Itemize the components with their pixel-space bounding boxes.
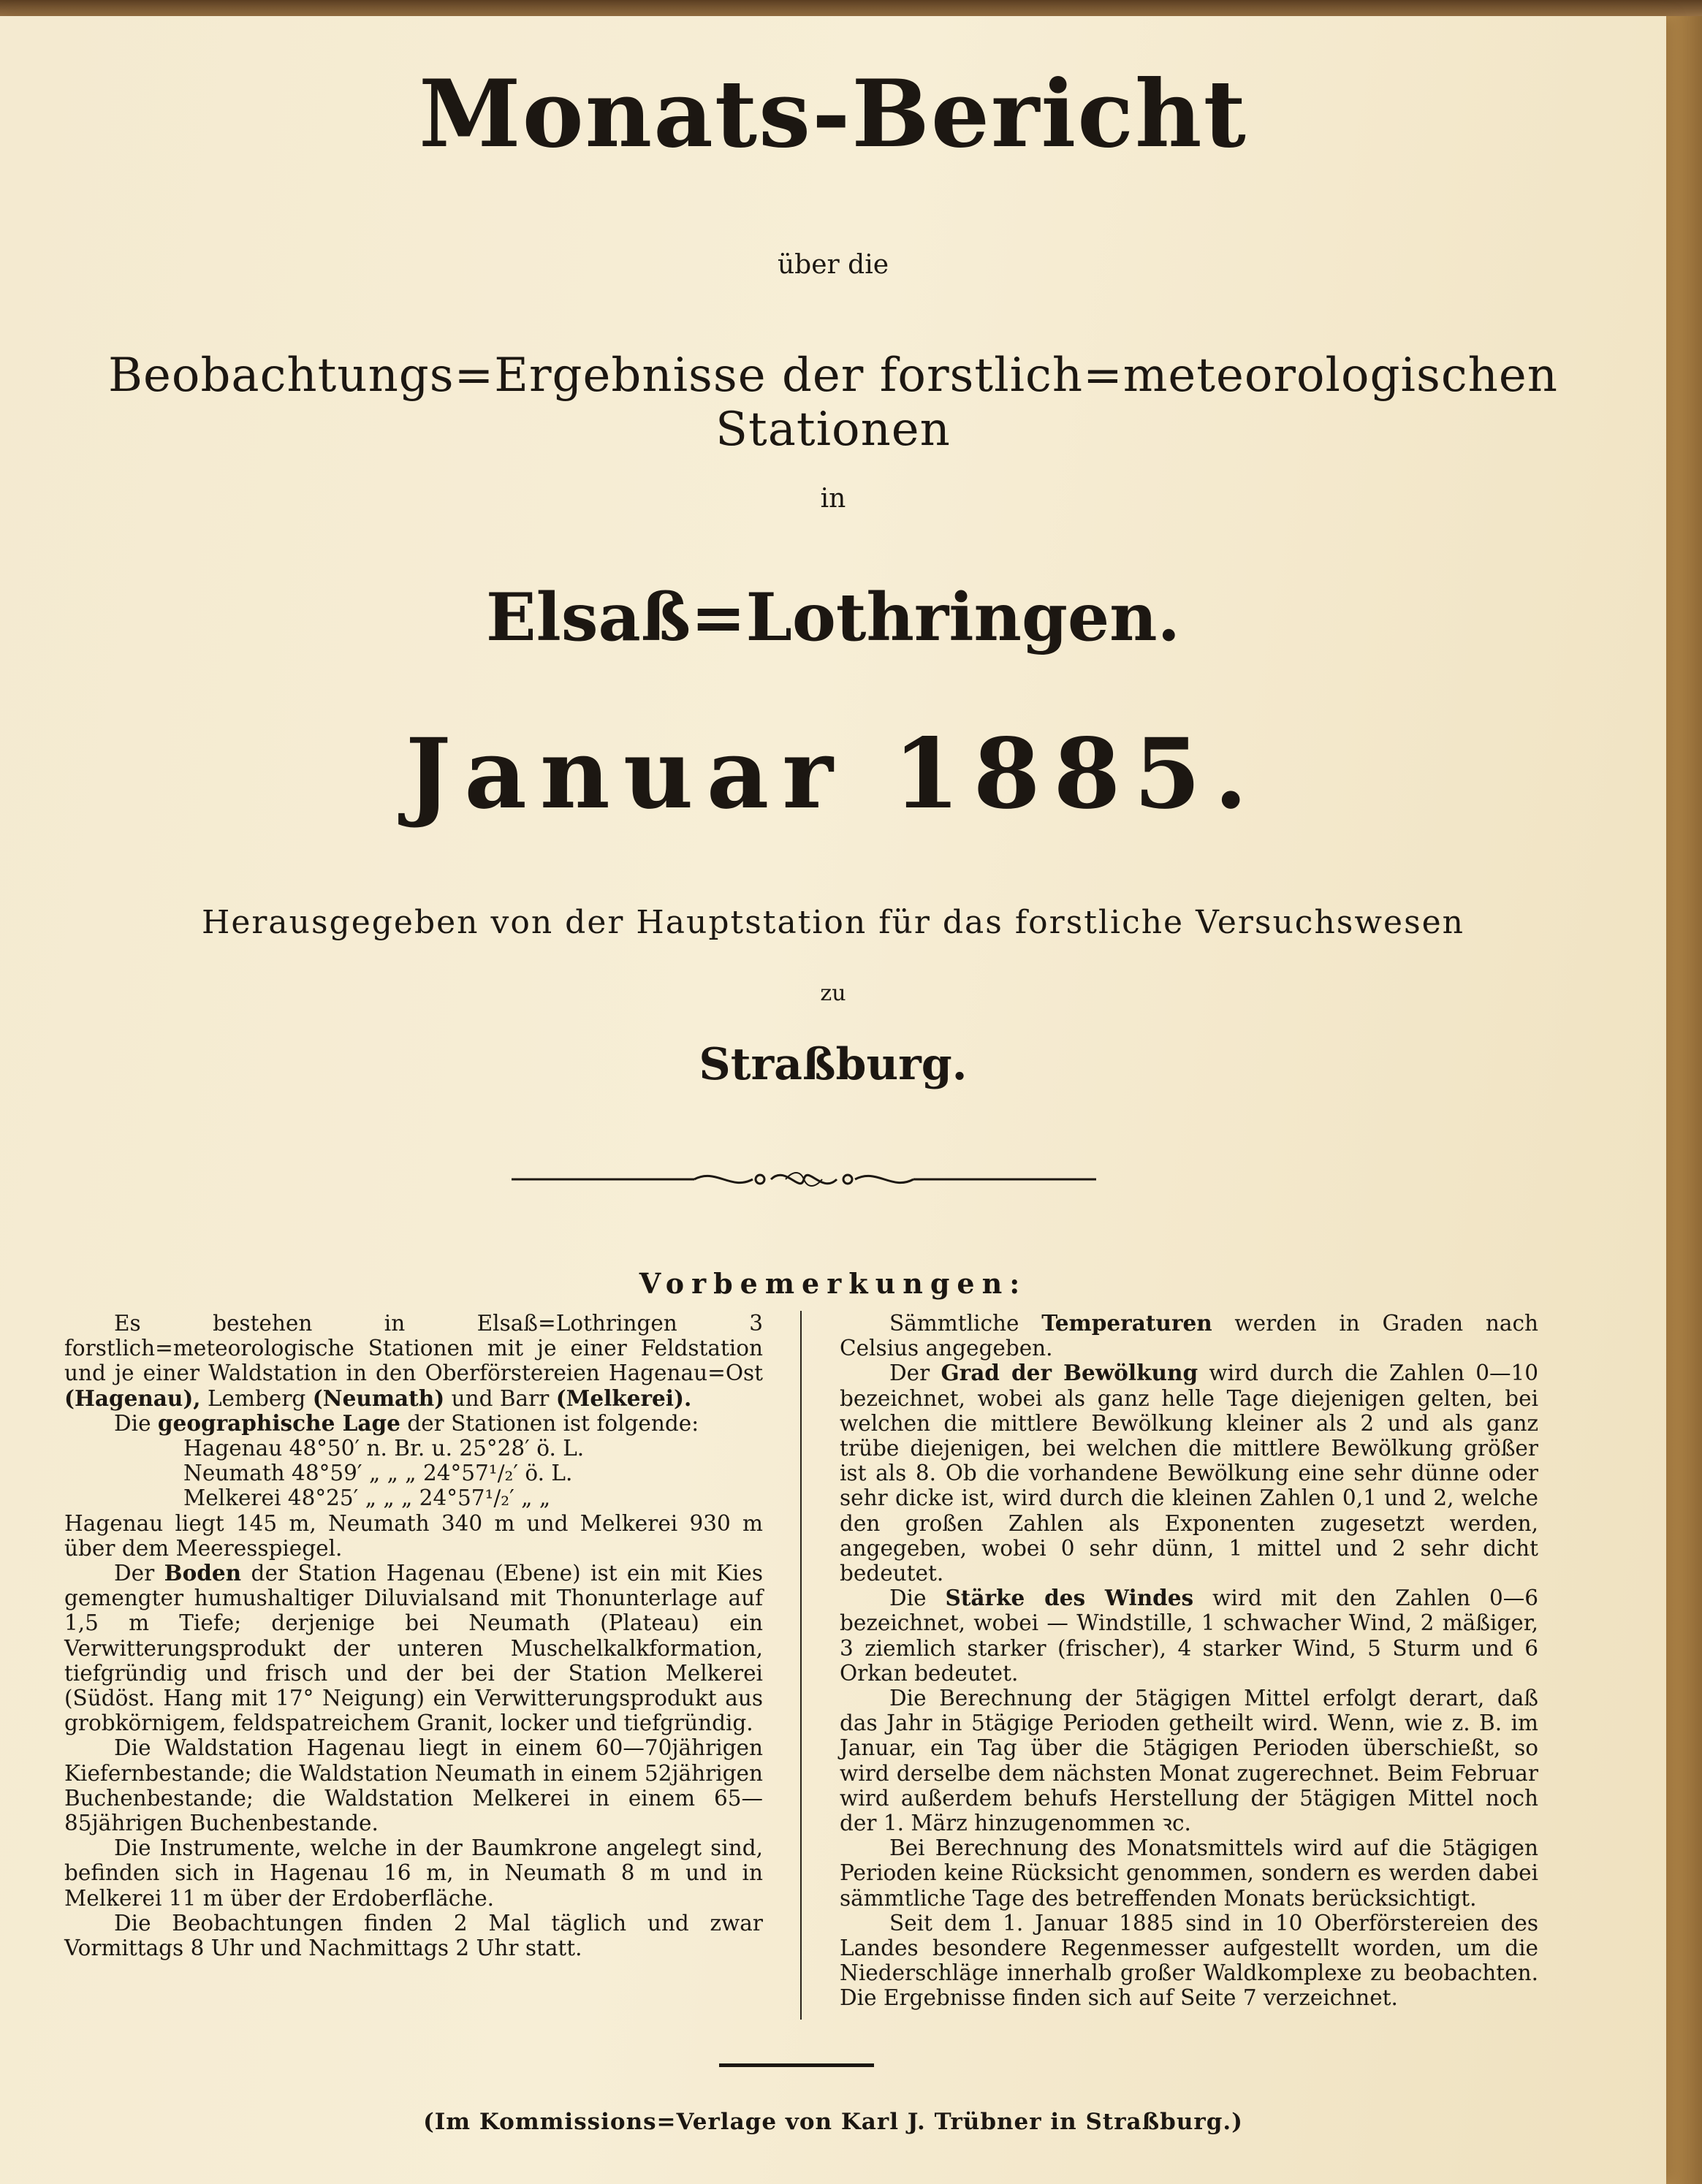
paragraph-observation-times: Die Beobachtungen finden 2 Mal täglich und zwar Vormittags 8 Uhr und Nachmittags 2 Uhr statt. [64,1910,763,1961]
ornament-divider [512,1165,1096,1194]
paragraph-forest-stations: Die Waldstation Hagenau liegt in einem 60—70jährigen Kiefernbestande; die Waldstation Neumath in einem 52jährigen Buchenbestande; die Waldstation Melkerei in einem 65—85jährigen Buchenbestande. [64,1735,763,1836]
paragraph-monthly-means: Bei Berechnung des Monatsmittels wird auf die 5tägigen Perioden keine Rücksicht genommen, sondern es werden dabei sämmtliche Tage des betreffenden Monats berücksichtigt. [840,1835,1538,1911]
notes-right-column [840,1311,1538,2011]
coordinates-hagenau: Hagenau 48°50′ n. Br. u. 25°28′ ö. L. [183,1436,585,1461]
notes-heading: Vorbemerkungen: [639,1267,1027,1300]
coordinates-neumath: Neumath 48°59′ „ „ „ 24°57¹/₂′ ö. L. [183,1461,573,1486]
city-title: Straßburg. [699,1039,968,1090]
paragraph-temperatures: Sämmtliche Temperaturen werden in Graden nach Celsius angegeben. [840,1310,1538,1361]
subtitle-beobachtungs: Beobachtungs=Ergebnisse der forstlich=meteorologischen Stationen [108,349,1558,457]
column-divider [800,1311,802,2020]
book-edge-right [1666,16,1702,2184]
paragraph-rain-gauges: Seit dem 1. Januar 1885 sind in 10 Oberförstereien des Landes besondere Regenmesser aufgestellt worden, um die Niederschläge innerhalb großer Waldkomplexe zu beobachten. Die Ergebnisse finden sich auf Seite 7 verzeichnet. [840,1910,1538,2011]
paragraph-stations: Es bestehen in Elsaß=Lothringen 3 forstlich=meteorologische Stationen mit je einer Feldstation und je einer Waldstation in den Oberförstereien Hagenau=Ost (Hagenau), Lemberg (Neumath) und Barr (Melkerei). [64,1311,763,1411]
notes-left-column [64,1311,763,1960]
date-title: Januar 1885. [405,718,1261,831]
coordinates-melkerei: Melkerei 48°25′ „ „ „ 24°57¹/₂′ „ „ [183,1485,551,1511]
region-title: Elsaß=Lothringen. [486,579,1180,656]
publisher-zu: zu [820,981,846,1006]
paragraph-instruments: Die Instrumente, welche in der Baumkrone angelegt sind, befinden sich in Hagenau 16 m, in Neumath 8 m und in Melkerei 11 m über der Erdoberfläche. [64,1835,763,1911]
page-title: Monats-Bericht [419,60,1247,168]
paragraph-wind: Die Stärke des Windes wird mit den Zahlen 0—6 bezeichnet, wobei — Windstille, 1 schwacher Wind, 2 mäßiger, 3 ziemlich starker (frischer), 4 starker Wind, 5 Sturm und 6 Orkan bedeutet. [840,1585,1538,1686]
bottom-rule [719,2063,874,2067]
page [0,16,1666,2184]
subtitle-ueber: über die [777,250,889,280]
paragraph-soil: Der Boden der Station Hagenau (Ebene) ist ein mit Kies gemengter humushaltiger Diluvialsand mit Thonunterlage auf 1,5 m Tiefe; derjenige bei Neumath (Plateau) ein Verwitterungsprodukt der unteren Muschelkalkformation, tiefgründig und frisch und der bei der Station Melkerei (Südöst. Hang mit 17° Neigung) ein Verwitterungsprodukt aus grobkörnigem, feldspatreichem Granit, locker und tiefgründig. [64,1560,763,1736]
publisher-line: Herausgegeben von der Hauptstation für das forstliche Versuchswesen [201,904,1465,941]
paragraph-cloudiness: Der Grad der Bewölkung wird durch die Zahlen 0—10 bezeichnet, wobei als ganz helle Tage diejenigen gelten, bei welchen die mittlere Bewölkung kleiner als 2 und als ganz trübe diejenigen, bei welchen die mittlere Bewölkung größer ist als 8. Ob die vorhandene Bewölkung eine sehr dünne oder sehr dicke ist, wird durch die kleinen Zahlen 0,1 und 2, welche den großen Zahlen als Exponenten zugesetzt werden, angegeben, wobei 0 sehr dünn, 1 mittel und 2 sehr dicht bedeutet. [840,1360,1538,1586]
paragraph-elevation: Hagenau liegt 145 m, Neumath 340 m und Melkerei 930 m über dem Meeresspiegel. [64,1510,763,1561]
paragraph-five-day-means: Die Berechnung der 5tägigen Mittel erfolgt derart, daß das Jahr in 5tägige Perioden getheilt wird. Wenn, wie z. B. im Januar, ein Tag über die 5tägigen Perioden überschießt, so wird derselbe dem nächsten Monat zugerechnet. Beim Februar wird außerdem behufs Herstellung der 5tägigen Mittel noch der 1. März hinzugenommen ꝛc. [840,1686,1538,1836]
paragraph-geographic-location: Die geographische Lage der Stationen ist folgende: [114,1409,699,1436]
subtitle-in: in [820,484,846,514]
publisher-footer: (Im Kommissions=Verlage von Karl J. Trübner in Straßburg.) [423,2109,1243,2135]
